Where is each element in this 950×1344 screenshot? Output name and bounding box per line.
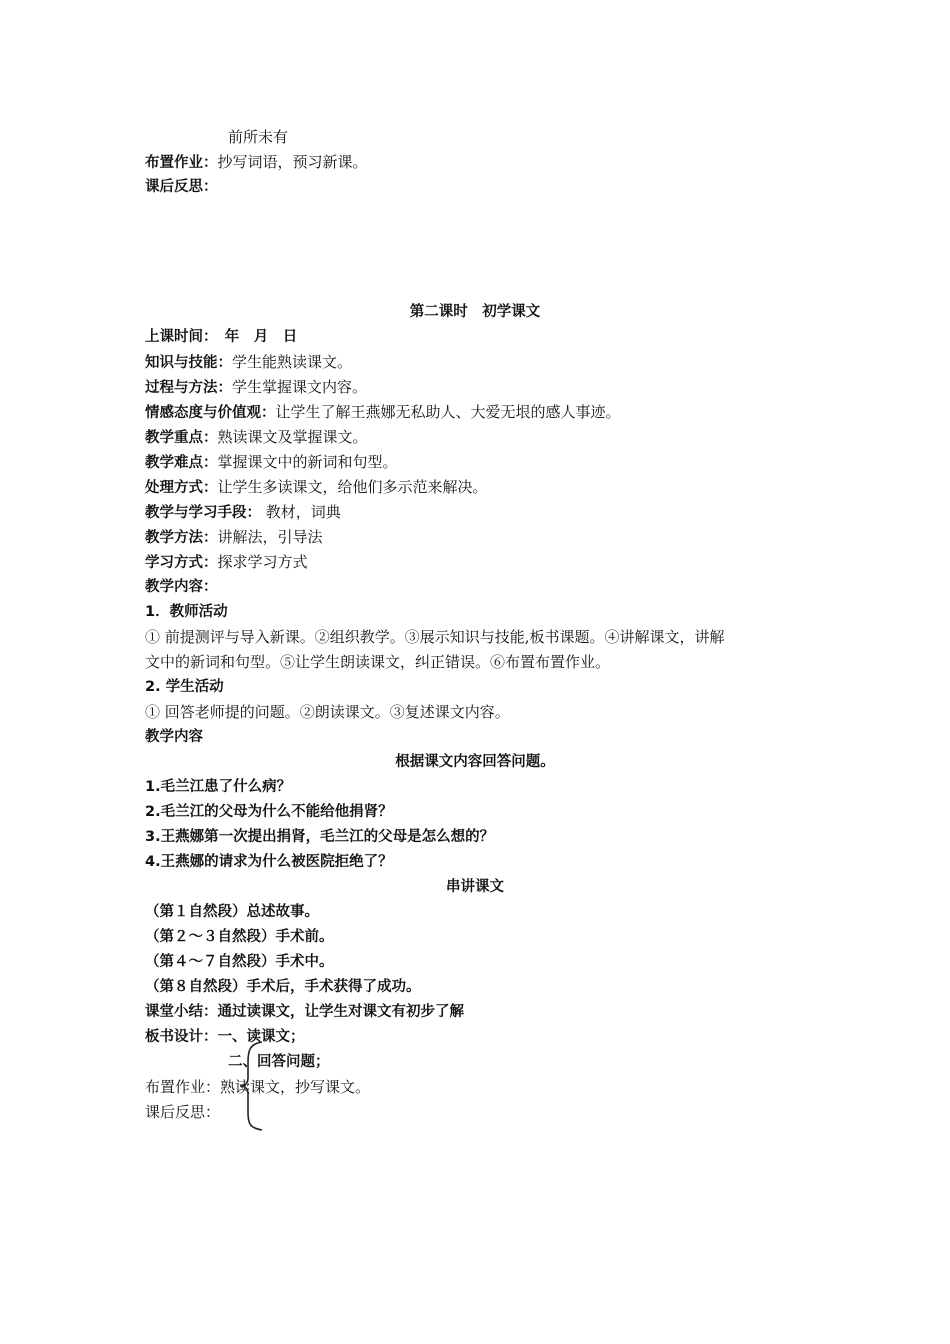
- teacher-line: 文中的新词和句型。⑤让学生朗读课文，纠正错误。⑥布置布置作业。: [145, 653, 611, 671]
- row-text: 探求学习方式: [217, 553, 308, 571]
- row-text: 掌握课文中的新词和句型。: [217, 453, 398, 471]
- content-label: 教学内容：: [145, 579, 218, 595]
- info-row: [145, 552, 308, 573]
- paragraph-item: （第２～３自然段）手术前。: [145, 929, 334, 945]
- class-time-label: 上课时间：: [145, 329, 211, 345]
- row-label: 教学方法：: [145, 530, 218, 546]
- row-label: 教学与学习手段：: [145, 505, 261, 521]
- row-text: 让学生多读课文，给他们多示范来解决。: [217, 478, 488, 496]
- question-item: 2.毛兰江的父母为什么不能给他捐肾？: [145, 804, 393, 820]
- explain-heading: 串讲课文: [446, 879, 504, 895]
- board-label: 板书设计：: [145, 1029, 218, 1045]
- row-label: 处理方式：: [145, 480, 218, 496]
- class-summary: 课堂小结：通过读课文，让学生对课文有初步了解: [145, 1004, 464, 1020]
- previous-item: 前所未有: [228, 128, 289, 146]
- row-text: 学生掌握课文内容。: [232, 378, 368, 396]
- row-label: 知识与技能：: [145, 355, 232, 371]
- question-item: 4.王燕娜的请求为什么被医院拒绝了？: [145, 854, 393, 870]
- row-label: 情感态度与价值观：: [145, 405, 276, 421]
- paragraph-item: （第１自然段）总述故事。: [145, 904, 319, 920]
- teacher-heading: 1．教师活动: [145, 604, 228, 620]
- lesson-title: 第二课时 初学课文: [409, 304, 541, 320]
- row-text: 学生能熟读课文。: [232, 353, 353, 371]
- paragraph-item: （第４～７自然段）手术中。: [145, 954, 334, 970]
- homework-text: 熟读课文，抄写课文。: [220, 1078, 371, 1096]
- question-item: 1.毛兰江患了什么病？: [145, 779, 292, 795]
- student-line: ① 回答老师提的问题。②朗读课文。③复述课文内容。: [145, 703, 510, 721]
- questions-heading: 根据课文内容回答问题。: [395, 754, 555, 770]
- row-text: 让学生了解王燕娜无私助人、大爱无垠的感人事迹。: [275, 403, 621, 421]
- row-label: 教学重点：: [145, 430, 218, 446]
- student-heading: 2. 学生活动: [145, 679, 224, 695]
- homework-label: 布置作业：: [145, 155, 218, 171]
- content-label-2: 教学内容: [145, 729, 203, 745]
- info-row: [145, 377, 367, 398]
- row-label: 过程与方法：: [145, 380, 232, 396]
- row-label: 教学难点：: [145, 455, 218, 471]
- reflection-label: 课后反思：: [145, 179, 218, 195]
- info-row: [145, 502, 341, 523]
- board-design-line: [145, 1027, 305, 1047]
- row-text: 熟读课文及掌握课文。: [217, 428, 368, 446]
- class-time-line: [145, 327, 297, 347]
- info-row: [145, 402, 621, 423]
- board-item: 一、读课文；: [217, 1029, 305, 1045]
- board-item: 二、回答问题；: [228, 1054, 330, 1070]
- reflection-label-2: 课后反思：: [145, 1103, 221, 1121]
- homework-line: [145, 152, 368, 173]
- class-time-value: 年 月 日: [210, 329, 298, 345]
- info-row: [145, 527, 323, 548]
- info-row: [145, 477, 488, 498]
- homework-text: 抄写词语，预习新课。: [217, 153, 368, 171]
- row-text: 教材，词典: [261, 503, 341, 521]
- info-row: [145, 452, 398, 473]
- paragraph-item: （第８自然段）手术后，手术获得了成功。: [145, 979, 421, 995]
- info-row: [145, 352, 352, 373]
- question-item: 3.王燕娜第一次提出捐肾，毛兰江的父母是怎么想的？: [145, 829, 495, 845]
- row-text: 讲解法，引导法: [217, 528, 323, 546]
- teacher-line: ① 前提测评与导入新课。②组织教学。③展示知识与技能,板书课题。④讲解课文，讲解: [145, 628, 725, 646]
- brace-icon: [236, 1040, 266, 1132]
- homework-label: 布置作业：: [145, 1078, 221, 1096]
- row-label: 学习方式：: [145, 555, 218, 571]
- info-row: [145, 427, 368, 448]
